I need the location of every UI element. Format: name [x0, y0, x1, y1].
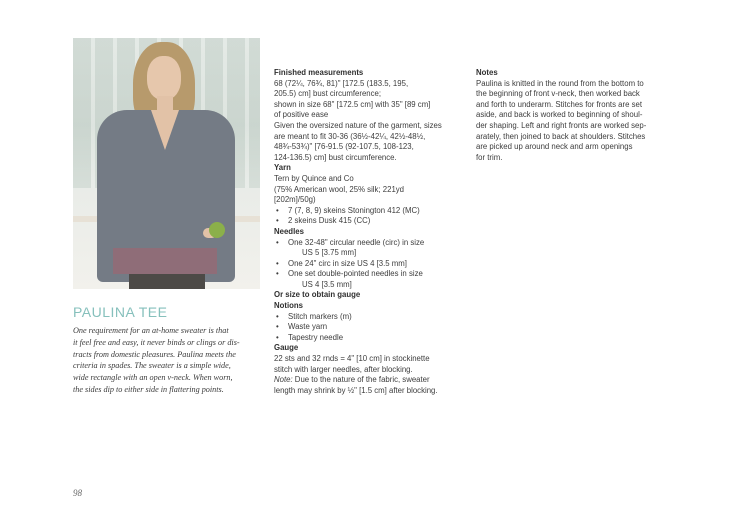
intro-line: criteria in spades. The sweater is a simple wide, — [73, 361, 231, 371]
notion-item: • Stitch markers (m) — [274, 312, 460, 323]
photo-sweater-band — [113, 248, 217, 274]
finished-heading: Finished measurements — [274, 68, 364, 77]
notes-line: aside, and back is worked to beginning of shoul- — [476, 110, 643, 120]
photo-apple — [209, 222, 225, 238]
specs-column — [274, 68, 460, 396]
intro-line: wide rectangle with an open v-neck. When worn, — [73, 373, 233, 383]
notion-item: • Waste yarn — [274, 322, 460, 333]
yarn-line: (75% American wool, 25% silk; 221yd — [274, 184, 405, 194]
yarn-line: [202m]/50g) — [274, 195, 316, 205]
needles-list — [274, 238, 460, 291]
photo-vneck — [151, 110, 179, 150]
notes-line: and forth to underarm. Stitches for fronts are set — [476, 99, 642, 109]
needles-heading: Needles — [274, 226, 304, 236]
finished-line: 205.5) cm] bust circumference; — [274, 89, 382, 99]
gauge-note-label: Note: — [274, 375, 293, 385]
finished-line: 48¾-53¾)" [76-91.5 (92-107.5, 108-123, — [274, 142, 414, 152]
notes-line: for trim. — [476, 152, 503, 162]
yarn-list — [274, 206, 460, 227]
notes-line: the beginning of front v-neck, then worked back — [476, 89, 640, 99]
finished-line: 124-136.5) cm] bust circumference. — [274, 152, 397, 162]
intro-line: it feel free and easy, it never binds or clings or dis- — [73, 337, 240, 347]
yarn-item: • 2 skeins Dusk 415 (CC) — [274, 216, 460, 227]
notions-list — [274, 312, 460, 344]
finished-line: shown in size 68" [172.5 cm] with 35" [89 cm] — [274, 99, 431, 109]
notes-line: are picked up around neck and arm openings — [476, 142, 633, 152]
woman-in-sweater-photo — [73, 38, 260, 289]
photo-pants — [129, 274, 205, 289]
gauge-note — [274, 375, 460, 386]
finished-line: Given the oversized nature of the garment, sizes — [274, 120, 442, 130]
notes-line: Paulina is knitted in the round from the bottom to — [476, 78, 644, 88]
gauge-line: 22 sts and 32 rnds = 4" [10 cm] in stockinette — [274, 354, 430, 364]
notes-line: der shaping. Left and right fronts are worked sep- — [476, 120, 647, 130]
notions-heading: Notions — [274, 301, 304, 311]
notes-line: arately, then joined to back at shoulders. Stitches — [476, 131, 646, 141]
gauge-note-text: Due to the nature of the fabric, sweater — [292, 375, 430, 385]
pattern-title: PAULINA TEE — [73, 304, 168, 320]
gauge-line: stitch with larger needles, after blocking. — [274, 364, 413, 374]
needles-footer: Or size to obtain gauge — [274, 290, 361, 300]
finished-line: of positive ease — [274, 110, 329, 120]
pattern-intro — [73, 325, 261, 396]
needle-line: • One set double-pointed needles in size — [288, 269, 423, 279]
notion-item: • Tapestry needle — [274, 333, 460, 344]
yarn-subheading: Tern by Quince and Co — [274, 173, 354, 183]
gauge-heading: Gauge — [274, 343, 299, 353]
needle-item — [274, 269, 460, 290]
needle-line: • One 24" circ in size US 4 [3.5 mm] — [288, 258, 407, 268]
intro-line: tracts from domestic pleasures. Paulina meets the — [73, 349, 236, 359]
needle-item — [274, 238, 460, 259]
finished-line: are meant to fit 30-36 (36½-42¼, 42½-48½, — [274, 131, 426, 141]
finished-line: 68 (72¼, 76¾, 81)" [172.5 (183.5, 195, — [274, 78, 409, 88]
notes-column — [476, 68, 664, 163]
gauge-note-line: length may shrink by ½" [1.5 cm] after blocking. — [274, 385, 438, 395]
photo-face — [147, 56, 181, 100]
notes-heading: Notes — [476, 68, 498, 77]
needle-line: US 4 [3.5 mm] — [302, 279, 352, 289]
intro-line: the sides dip to either side in flattering points. — [73, 384, 224, 394]
intro-line: One requirement for an at-home sweater is that — [73, 326, 229, 335]
yarn-item: • 7 (7, 8, 9) skeins Stonington 412 (MC) — [274, 206, 460, 217]
page-number: 98 — [73, 488, 82, 498]
needle-item — [274, 259, 460, 270]
needle-line: • One 32-48" circular needle (circ) in size — [288, 237, 425, 247]
yarn-heading: Yarn — [274, 163, 291, 173]
needle-line: US 5 [3.75 mm] — [302, 248, 357, 258]
